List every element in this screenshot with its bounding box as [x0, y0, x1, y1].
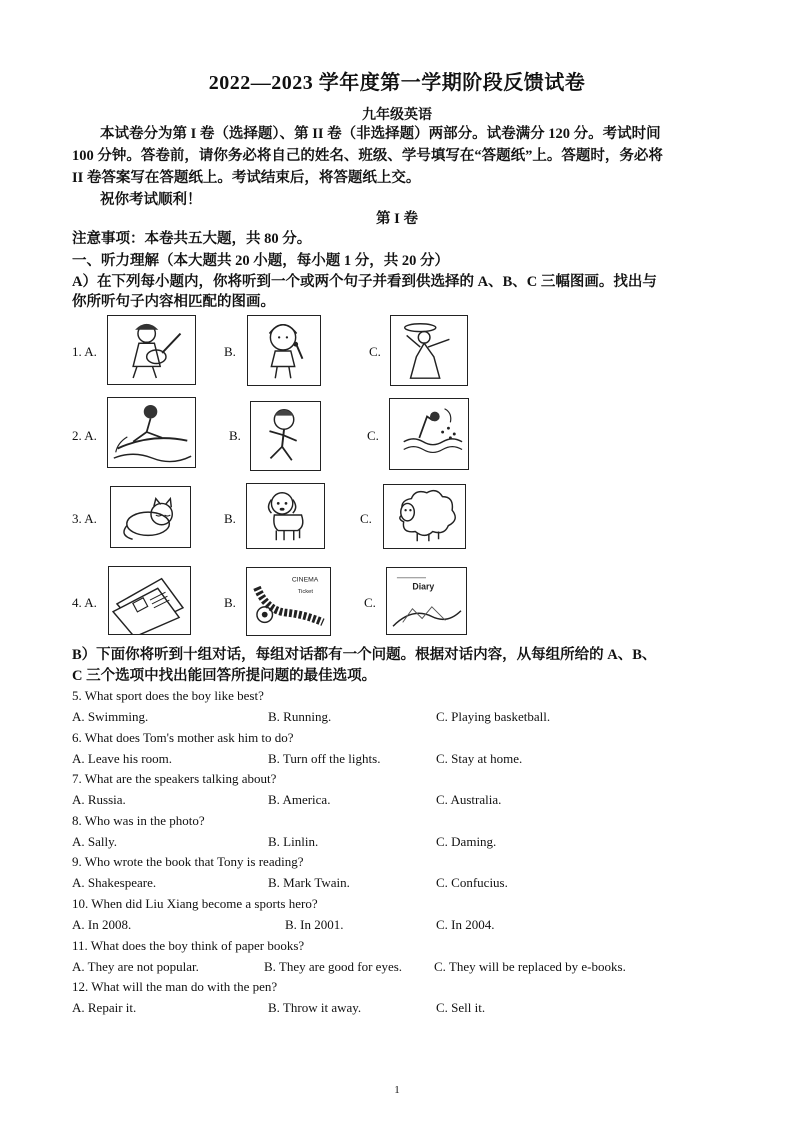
tickets-icon[interactable] — [108, 566, 191, 635]
option-b[interactable]: B. Mark Twain. — [268, 875, 350, 891]
question-text: 6. What does Tom's mother ask him to do? — [72, 729, 294, 745]
option-a[interactable]: A. They are not popular. — [72, 958, 199, 974]
option-a[interactable]: A. Russia. — [72, 792, 126, 808]
notice-text: 注意事项：本卷共五大题，共 80 分。 — [72, 231, 312, 247]
option-a[interactable]: A. Sally. — [72, 833, 118, 849]
option-b[interactable]: B. Turn off the lights. — [268, 750, 381, 766]
question-4-c: C. — [364, 595, 376, 610]
question-text: 10. When did Liu Xiang become a sports hero? — [72, 896, 318, 911]
option-c[interactable]: C. In 2004. — [436, 917, 495, 932]
cinema-text: CINEMA — [291, 576, 319, 584]
ticket-text: Ticket — [297, 589, 314, 596]
question-3-label: 3. A. — [72, 511, 97, 526]
question-text: 11. What does the boy think of paper books? — [72, 937, 305, 953]
boy-surfing-icon[interactable] — [107, 397, 196, 468]
option-b[interactable]: B. They are good for eyes. — [264, 958, 403, 974]
question-text: 5. What sport does the boy like best? — [72, 688, 264, 703]
diary-icon[interactable] — [386, 567, 467, 635]
part-b-instruction-2: C 三个选项中找出能回答所提问题的最佳选项。 — [72, 668, 377, 684]
question-text: 8. Who was in the photo? — [72, 812, 205, 828]
option-a[interactable]: A. Repair it. — [72, 1000, 137, 1016]
question-2-label: 2. A. — [72, 428, 97, 443]
option-c[interactable]: C. Confucius. — [436, 875, 508, 891]
question-4-b: B. — [224, 595, 236, 610]
intro-line-1: 本试卷分为第 I 卷（选择题）、第 II 卷（非选择题）两部分。试卷满分 120 分。考试时间 — [100, 126, 661, 142]
listening-section-title: 一、听力理解（本大题共 20 小题，每小题 1 分，共 20 分） — [72, 253, 449, 269]
question-2-c: C. — [367, 428, 379, 443]
option-b[interactable]: B. In 2001. — [285, 917, 344, 932]
cinema-ticket-icon[interactable] — [246, 567, 331, 636]
diary-text: Diary — [412, 581, 435, 592]
option-c[interactable]: C. They will be replaced by e-books. — [434, 958, 626, 974]
question-3-b: B. — [224, 511, 236, 526]
option-b[interactable]: B. Linlin. — [268, 833, 319, 849]
sheep-icon[interactable] — [383, 484, 466, 549]
option-a[interactable]: A. In 2008. — [72, 917, 132, 932]
swimmer-splashing-icon[interactable] — [389, 398, 469, 470]
question-1-label: 1. A. — [72, 344, 97, 359]
boy-running-icon[interactable] — [250, 401, 321, 471]
question-text: 9. Who wrote the book that Tony is reading? — [72, 854, 304, 870]
option-a[interactable]: A. Leave his room. — [72, 750, 173, 766]
cat-sleeping-icon[interactable] — [110, 486, 191, 548]
page-title: 2022—2023 学年度第一学期阶段反馈试卷 — [208, 72, 586, 94]
question-1-c: C. — [369, 344, 381, 359]
option-b[interactable]: B. Throw it away. — [268, 1000, 362, 1016]
option-c[interactable]: C. Sell it. — [436, 1000, 486, 1016]
option-c[interactable]: C. Playing basketball. — [436, 709, 551, 724]
question-4-label: 4. A. — [72, 595, 97, 610]
option-b[interactable]: B. Running. — [268, 709, 332, 724]
part-b-instruction-1: B）下面你将听到十组对话，每组对话都有一个问题。根据对话内容，从每组所给的 A、B、 — [72, 647, 657, 663]
question-text: 12. What will the man do with the pen? — [72, 979, 278, 995]
girl-with-microphone-icon[interactable] — [247, 315, 321, 386]
intro-line-3: II 卷答案写在答题纸上。考试结束后，将答题纸上交。 — [72, 170, 421, 186]
dog-icon[interactable] — [246, 483, 325, 549]
intro-line-2: 100 分钟。答卷前，请你务必将自己的姓名、班级、学号填写在“答题纸”上。答题时，务必将 — [72, 148, 663, 164]
option-a[interactable]: A. Shakespeare. — [72, 875, 157, 891]
option-a[interactable]: A. Swimming. — [72, 709, 149, 724]
part-a-instruction-2: 你所听句子内容相匹配的图画。 — [72, 294, 275, 310]
part-heading: 第 I 卷 — [376, 211, 418, 227]
page-number: 1 — [394, 1084, 400, 1096]
question-2-b: B. — [229, 428, 241, 443]
boy-with-guitar-icon[interactable] — [107, 315, 196, 385]
option-c[interactable]: C. Stay at home. — [436, 750, 523, 766]
question-text: 7. What are the speakers talking about? — [72, 771, 277, 787]
question-3-c: C. — [360, 511, 372, 526]
part-a-instruction-1: A）在下列每小题内，你将听到一个或两个句子并看到供选择的 A、B、C 三幅图画。找出与 — [72, 274, 657, 290]
girl-dancing-with-hat-icon[interactable] — [390, 315, 468, 386]
option-c[interactable]: C. Daming. — [436, 833, 497, 849]
intro-line-4: 祝你考试顺利！ — [100, 192, 202, 208]
subject-subtitle: 九年级英语 — [362, 108, 432, 123]
option-b[interactable]: B. America. — [268, 792, 331, 808]
option-c[interactable]: C. Australia. — [436, 792, 502, 808]
question-1-b: B. — [224, 344, 236, 359]
